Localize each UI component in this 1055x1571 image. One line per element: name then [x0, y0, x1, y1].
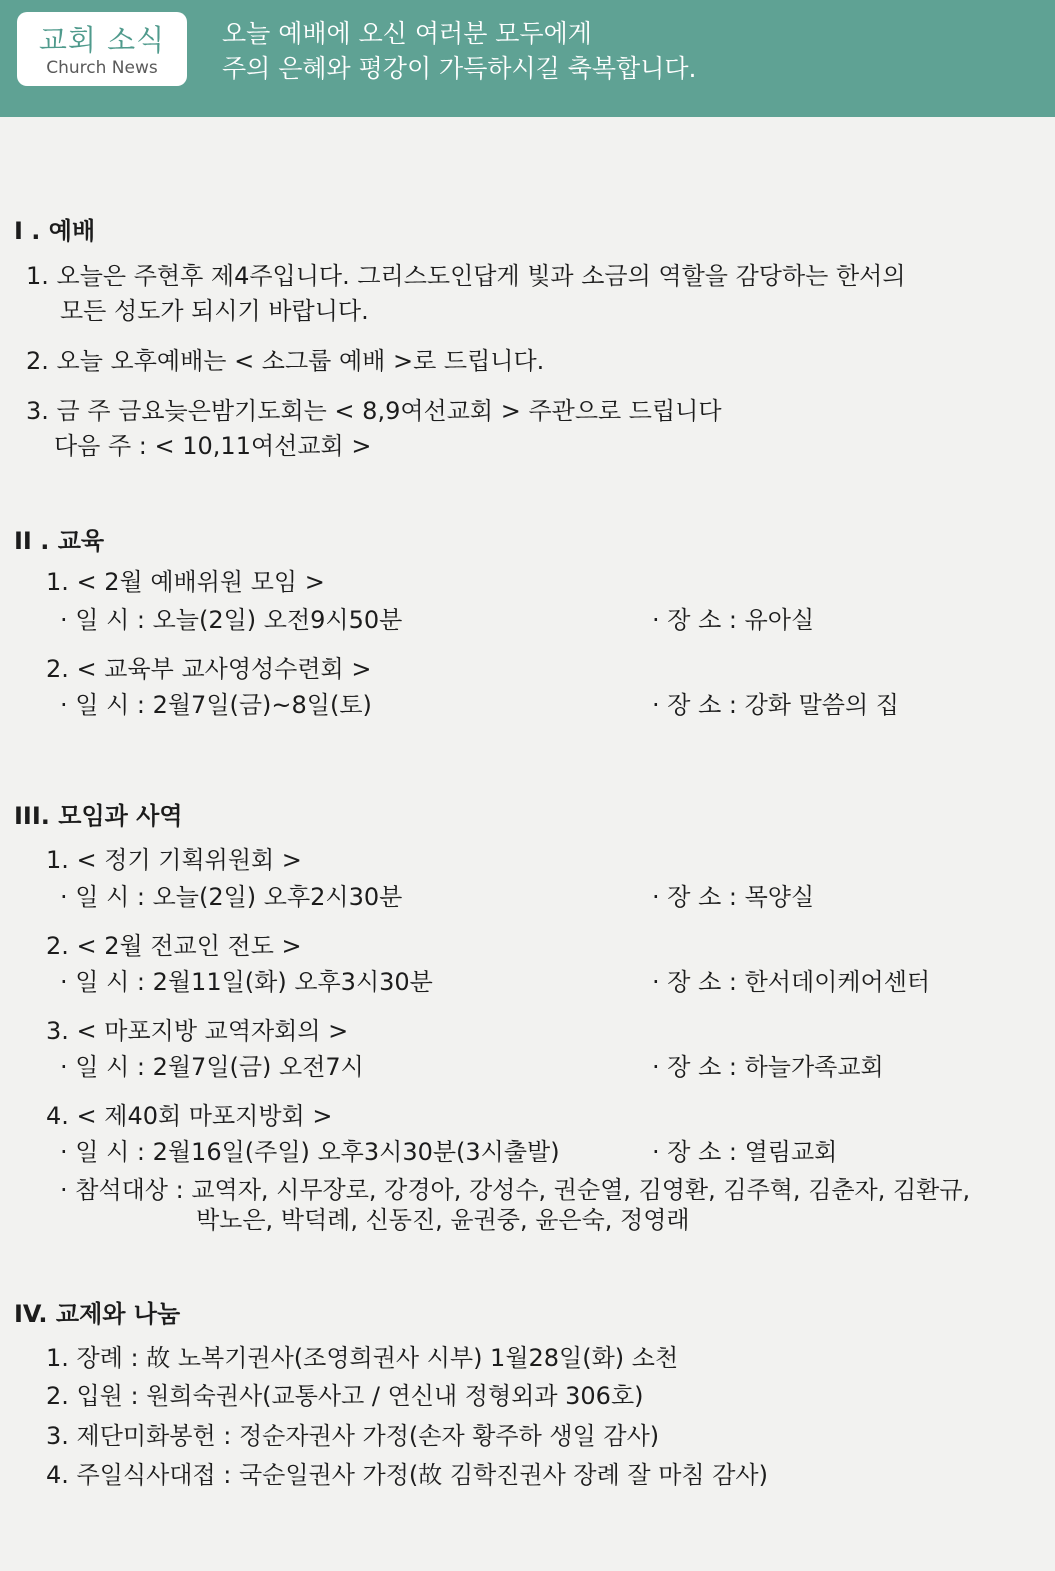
meeting-item-3-time: · 일 시 : 2월7일(금) 오전7시 — [60, 1053, 364, 1081]
section-worship-title: I . 예배 — [14, 217, 96, 245]
meeting-item-3-place: · 장 소 : 하늘가족교회 — [652, 1053, 884, 1081]
worship-item-1-cont: 모든 성도가 되시기 바랍니다. — [60, 297, 369, 325]
meeting-item-4-place: · 장 소 : 열림교회 — [652, 1138, 838, 1166]
section-fellowship-title: IV. 교제와 나눔 — [14, 1300, 181, 1328]
meeting-item-2: 2. < 2월 전교인 전도 > — [46, 932, 302, 960]
meeting-item-1: 1. < 정기 기획위원회 > — [46, 846, 302, 874]
education-item-1: 1. < 2월 예배위원 모임 > — [46, 568, 325, 596]
meeting-item-4-time: · 일 시 : 2월16일(주일) 오후3시30분(3시출발) — [60, 1138, 560, 1166]
meeting-item-4: 4. < 제40회 마포지방회 > — [46, 1102, 333, 1130]
meeting-item-2-place: · 장 소 : 한서데이케어센터 — [652, 968, 931, 996]
worship-item-1: 1. 오늘은 주현후 제4주입니다. 그리스도인답게 빛과 소금의 역할을 감당하는 한서의 — [26, 262, 906, 290]
education-item-2: 2. < 교육부 교사영성수련회 > — [46, 655, 372, 683]
meeting-item-4-attendees-cont: 박노은, 박덕례, 신동진, 윤권중, 윤은숙, 정영래 — [196, 1206, 690, 1234]
section-education-title: II . 교육 — [14, 527, 105, 555]
badge-subtitle: Church News — [46, 58, 158, 78]
fellowship-item-4: 4. 주일식사대접 : 국순일권사 가정(故 김학진권사 장례 잘 마침 감사) — [46, 1461, 768, 1489]
meeting-item-1-time: · 일 시 : 오늘(2일) 오후2시30분 — [60, 883, 403, 911]
education-item-2-place: · 장 소 : 강화 말씀의 집 — [652, 691, 899, 719]
greeting-line-2: 주의 은혜와 평강이 가득하시길 축복합니다. — [222, 54, 697, 83]
education-item-2-time: · 일 시 : 2월7일(금)~8일(토) — [60, 691, 372, 719]
section-meetings-title: III. 모임과 사역 — [14, 802, 183, 830]
worship-item-2: 2. 오늘 오후예배는 < 소그룹 예배 >로 드립니다. — [26, 347, 545, 375]
education-item-1-place: · 장 소 : 유아실 — [652, 606, 815, 634]
meeting-item-2-time: · 일 시 : 2월11일(화) 오후3시30분 — [60, 968, 433, 996]
fellowship-item-1: 1. 장례 : 故 노복기권사(조영희권사 시부) 1월28일(화) 소천 — [46, 1344, 679, 1372]
meeting-item-4-attendees: · 참석대상 : 교역자, 시무장로, 강경아, 강성수, 권순열, 김영환, 김주혁, 김춘자, 김환규, — [60, 1176, 971, 1204]
badge-title: 교회 소식 — [38, 23, 166, 57]
meeting-item-3: 3. < 마포지방 교역자회의 > — [46, 1017, 349, 1045]
meeting-item-1-place: · 장 소 : 목양실 — [652, 883, 815, 911]
education-item-1-time: · 일 시 : 오늘(2일) 오전9시50분 — [60, 606, 403, 634]
worship-item-3-cont: 다음 주 : < 10,11여선교회 > — [54, 432, 372, 460]
fellowship-item-2: 2. 입원 : 원희숙권사(교통사고 / 연신내 정형외과 306호) — [46, 1382, 644, 1410]
worship-item-3: 3. 금 주 금요늦은밤기도회는 < 8,9여선교회 > 주관으로 드립니다 — [26, 397, 722, 425]
greeting-line-1: 오늘 예배에 오신 여러분 모두에게 — [222, 19, 592, 48]
fellowship-item-3: 3. 제단미화봉헌 : 정순자권사 가정(손자 황주하 생일 감사) — [46, 1422, 660, 1450]
